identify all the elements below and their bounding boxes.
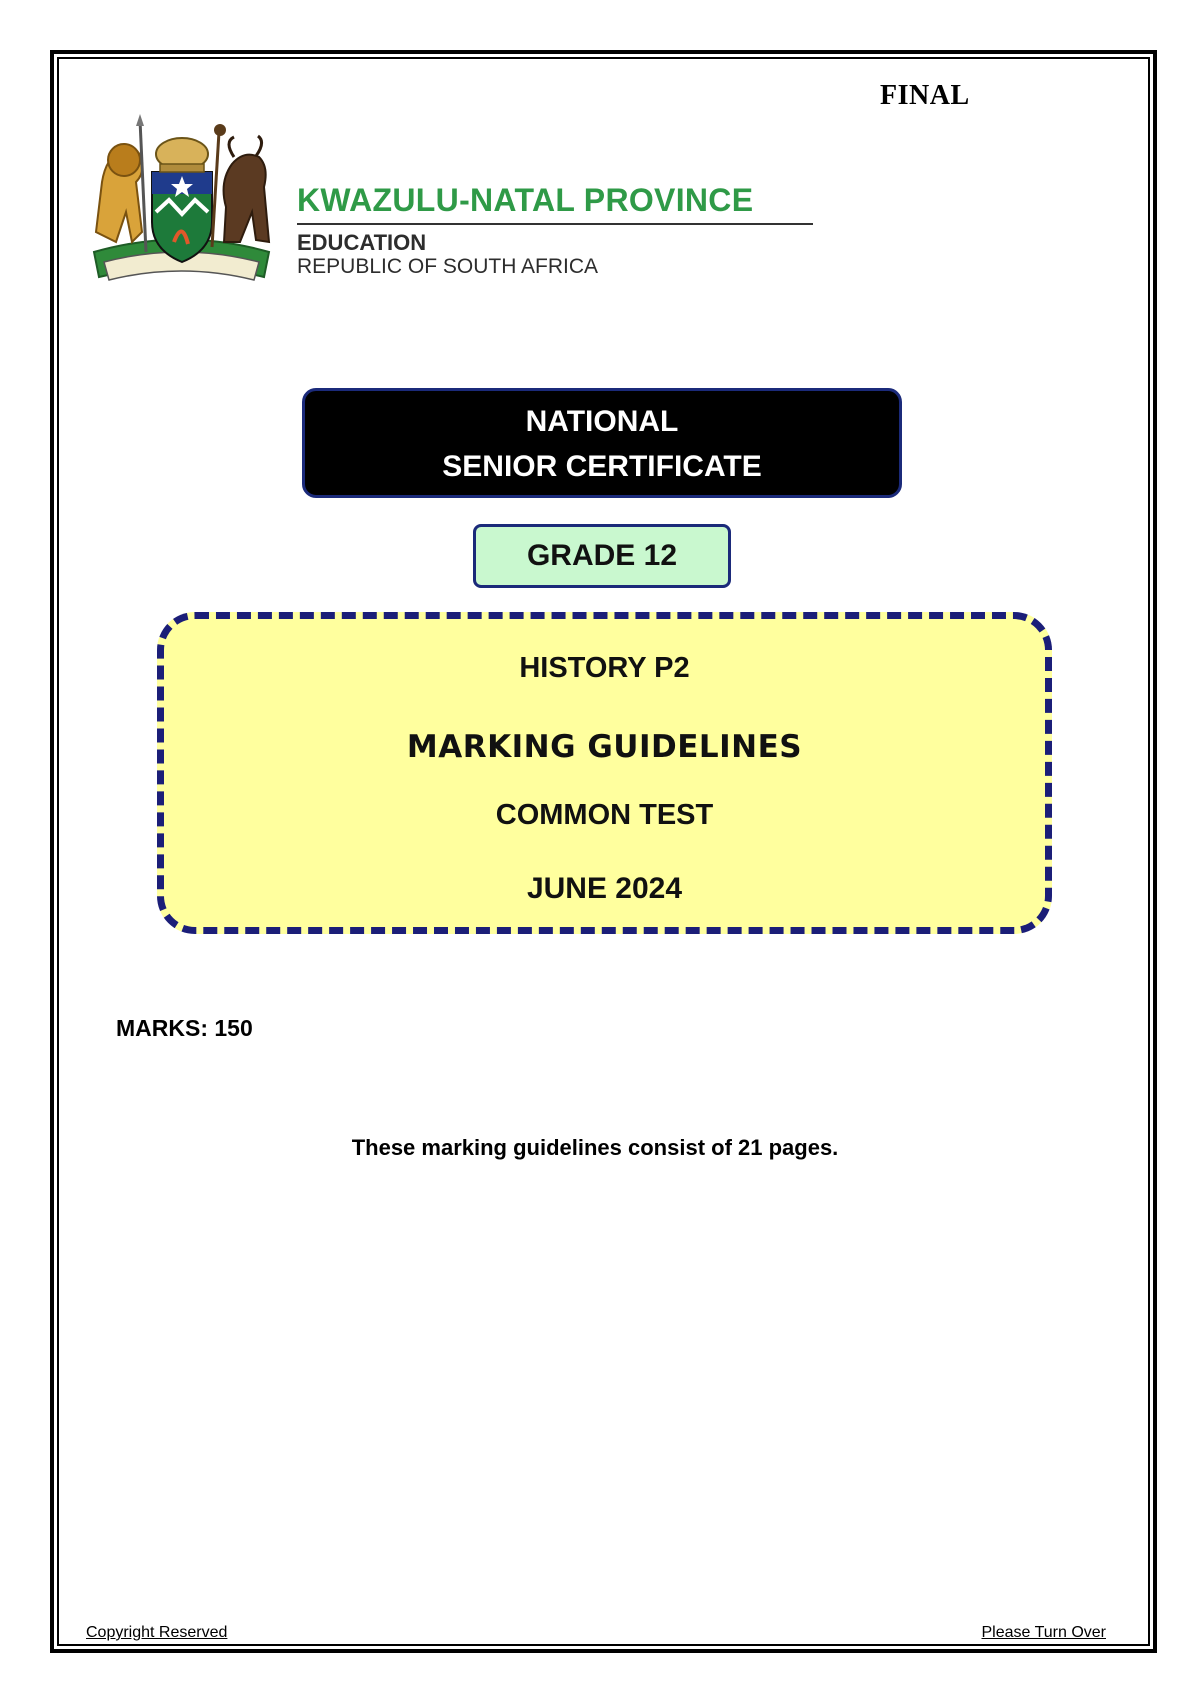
footer-copyright: Copyright Reserved <box>86 1624 228 1641</box>
exam-subject: HISTORY P2 <box>519 652 690 684</box>
certificate-line-2: SENIOR CERTIFICATE <box>442 450 762 483</box>
final-label: FINAL <box>880 80 970 111</box>
province-name: KWAZULU-NATAL PROVINCE <box>297 182 754 218</box>
certificate-banner <box>302 388 902 498</box>
exam-date: JUNE 2024 <box>526 872 683 905</box>
exam-test-name: COMMON TEST <box>495 799 714 831</box>
total-marks: MARKS: 150 <box>116 1015 253 1041</box>
page-count-note: These marking guidelines consist of 21 pages. <box>351 1135 839 1160</box>
certificate-line-1: NATIONAL <box>525 405 679 438</box>
province-divider <box>297 223 813 225</box>
grade-badge: GRADE 12 <box>473 524 731 588</box>
exam-type: MARKING GUIDELINES <box>406 729 803 765</box>
exam-details-box <box>157 612 1052 934</box>
department-name: EDUCATION <box>297 230 427 255</box>
coat-of-arms-icon <box>84 112 279 302</box>
country-name: REPUBLIC OF SOUTH AFRICA <box>297 255 599 278</box>
footer-turn-over: Please Turn Over <box>981 1624 1106 1641</box>
